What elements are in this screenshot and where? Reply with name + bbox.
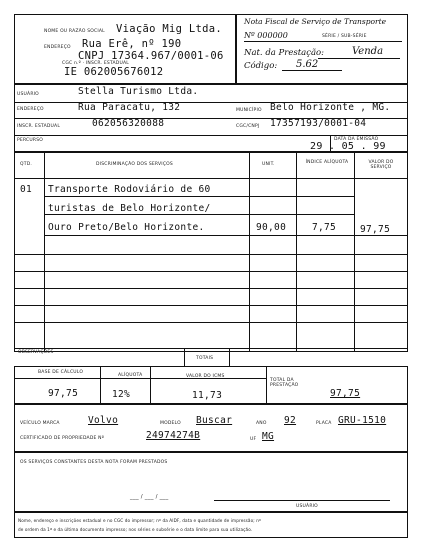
client-cnpj-label: CGC/CNPJ: [236, 124, 260, 129]
header-total: VALOR DO SERVIÇO: [368, 160, 394, 170]
footer-box: [14, 512, 408, 538]
desc-row-3: [44, 235, 408, 236]
desc-row-4: [14, 254, 408, 255]
uf-value: MG: [262, 431, 275, 442]
nota-series: SÉRIE / SUB-SÉRIE: [322, 34, 367, 39]
marca-value: Volvo: [88, 415, 119, 426]
footer-line-1: Nome, endereço e inscrições estadual e no CGC do impressor; nº da AIDF, data e quantidade de impressão; nº: [18, 518, 262, 523]
totals-strip-label: TOTAIS: [196, 356, 214, 361]
tax-header-rule: [14, 378, 266, 379]
modelo-value: Buscar: [196, 415, 233, 426]
issuer-ie-label: CGC n.º · INSCR. ESTADUAL: [62, 61, 129, 66]
tax-col-2: [150, 366, 151, 404]
icms-value: 11,73: [192, 390, 223, 401]
receipt-date-placeholder: ___ / ___ / ___: [130, 494, 169, 500]
nota-title: Nota Fiscal de Serviço de Transporte: [244, 17, 387, 26]
desc-row-1: [44, 196, 354, 197]
signature-line: [214, 500, 390, 501]
header-unit: UNIT.: [262, 162, 275, 167]
item-desc-line-2: turistas de Belo Horizonte/: [48, 203, 211, 214]
placa-label: PLACA: [316, 421, 332, 426]
client-address: Rua Paracatu, 132: [78, 102, 181, 113]
codigo-rule: [282, 70, 342, 71]
item-qty: 01: [20, 184, 33, 195]
date-label: DATA DA EMISSÃO: [334, 137, 379, 142]
codigo-value: 5.62: [296, 59, 319, 70]
icms-label: VALOR DO ICMS: [186, 374, 225, 379]
uf-label: UF: [250, 437, 257, 442]
cert-value: 24974274B: [146, 430, 201, 441]
aliq-value: 12%: [112, 389, 131, 400]
client-remarks-label: PERCURSO: [17, 138, 44, 143]
header-rate: ÍNDICE ALÍQUOTA: [305, 160, 349, 165]
client-ie: 062056320088: [92, 118, 165, 129]
client-city: Belo Horizonte , MG.: [270, 102, 391, 113]
client-name-label: USUÁRIO: [17, 92, 39, 97]
issuer-ie: IE 062005676012: [64, 66, 164, 78]
issuer-address: Rua Erê, nº 190: [82, 38, 182, 50]
item-unit: 90,00: [256, 222, 287, 233]
client-ie-label: INSCR. ESTADUAL: [17, 124, 61, 129]
nota-number: Nº 000000: [244, 31, 288, 40]
desc-row-2: [44, 214, 354, 215]
total-value: 97,75: [330, 388, 361, 399]
vehicle-box: [14, 404, 408, 452]
client-cnpj: 17357193/0001-04: [270, 118, 367, 129]
nat-operacao-label: Nat. da Prestação:: [244, 48, 325, 58]
issuer-name-label: NOME OU RAZÃO SOCIAL: [44, 29, 105, 34]
desc-row-7: [14, 305, 408, 306]
codigo-label: Código:: [244, 61, 278, 71]
base-value: 97,75: [48, 388, 79, 399]
receipt-text: OS SERVIÇOS CONSTANTES DESTA NOTA FORAM PRESTADOS: [20, 460, 168, 465]
tax-col-3: [266, 366, 267, 404]
issue-date: 29 . 05 . 99: [310, 141, 386, 152]
obs-rule: [14, 348, 408, 349]
item-desc-line-1: Transporte Rodoviário de 60: [48, 184, 211, 195]
aliq-label: ALÍQUOTA: [118, 373, 143, 378]
desc-row-5: [14, 271, 408, 272]
issuer-company-name: Viação Mig Ltda.: [116, 23, 222, 35]
ano-value: 92: [284, 415, 297, 426]
services-header-rule: [14, 178, 408, 179]
total-label: TOTAL DA PRESTAÇÃO: [270, 378, 299, 388]
client-row-3: [14, 135, 408, 136]
item-total: 97,75: [360, 224, 391, 235]
nota-number-rule: [244, 41, 402, 42]
totals-divider-right: [229, 348, 230, 366]
desc-row-8: [14, 322, 408, 323]
marca-label: VEÍCULO MARCA: [20, 421, 60, 426]
signature-label: USUÁRIO: [296, 504, 318, 509]
totals-divider-left: [184, 348, 185, 366]
client-name: Stella Turismo Ltda.: [78, 86, 199, 97]
item-desc-line-3: Ouro Preto/Belo Horizonte.: [48, 222, 205, 233]
cert-label: CERTIFICADO DE PROPRIEDADE Nº: [20, 436, 105, 441]
item-rate: 7,75: [312, 222, 337, 233]
placa-value: GRU-1510: [338, 415, 387, 426]
footer-line-2: de ordem da 1ª e da última documento impresso; nos séries e subsérie e o data limite para sua utilização.: [18, 527, 253, 532]
base-label: BASE DE CÁLCULO: [38, 370, 84, 375]
issuer-cnpj: CNPJ 17364.967/0001-06: [78, 50, 224, 62]
header-description: DISCRIMINAÇÃO DOS SERVIÇOS: [96, 162, 173, 167]
nat-operacao-value: Venda: [352, 46, 384, 57]
client-city-label: MUNICÍPIO: [236, 108, 262, 113]
tax-col-1: [100, 366, 101, 404]
desc-row-6: [14, 288, 408, 289]
client-address-label: ENDEREÇO: [17, 107, 44, 112]
header-qty: QTD.: [20, 162, 32, 167]
nat-operacao-rule: [318, 58, 400, 59]
modelo-label: MODELO: [160, 421, 181, 426]
ano-label: ANO: [256, 421, 267, 426]
issuer-address-label: ENDEREÇO: [44, 45, 71, 50]
obs-label: OBSERVAÇÕES: [18, 350, 54, 355]
